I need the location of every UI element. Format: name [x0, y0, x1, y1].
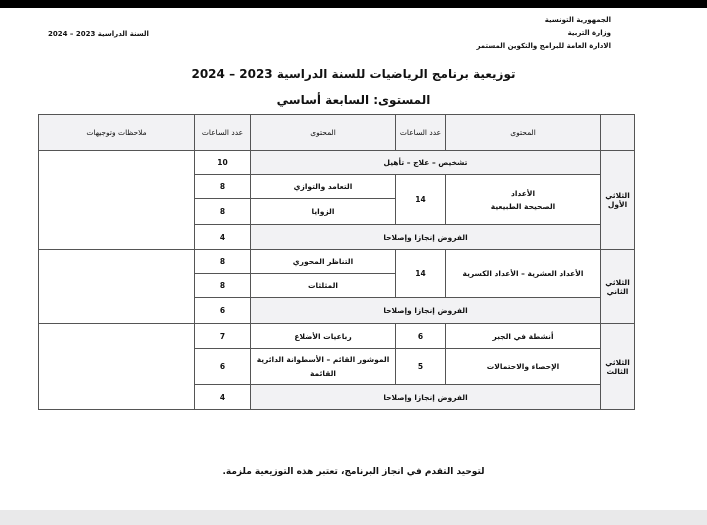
content-a-line: الصحيحة الطبيعية — [490, 201, 556, 211]
hours-cell: 4 — [195, 385, 251, 410]
diagnostic-cell: تشخيص – علاج – تأهيل — [251, 151, 601, 175]
footer-note: لتوحيد التقدم في انجاز البرنامج، تعتبر هذه التوزيعية ملزمة. — [222, 467, 485, 477]
content-a-cell: الإحصاء والاحتمالات — [446, 349, 601, 385]
trimester-3-label: الثلاثي الثالث — [601, 324, 635, 410]
hours-a-cell: 14 — [396, 175, 446, 225]
exams-cell: الفروض إنجازا وإصلاحا — [251, 385, 601, 410]
hours-a-header: عدد الساعات — [396, 115, 446, 151]
bottom-strip — [0, 510, 707, 525]
top-black-bar — [0, 0, 707, 8]
content-b-cell: المثلثات — [251, 274, 396, 298]
hours-b-cell: 8 — [195, 274, 251, 298]
ministry-label: وزارة التربية — [567, 29, 611, 37]
content-a-line: الأعداد — [510, 188, 536, 198]
table-row — [39, 151, 635, 175]
hours-b-header: عدد الساعات — [195, 115, 251, 151]
trimester-header — [601, 115, 635, 151]
hours-b-cell: 7 — [195, 324, 251, 349]
hours-a-cell: 6 — [396, 324, 446, 349]
hours-a-cell: 14 — [396, 250, 446, 298]
content-b-cell: التعامد والتوازي — [251, 175, 396, 199]
program-table — [38, 114, 635, 410]
trimester-1-label: الثلاثي الأول — [601, 151, 635, 250]
content-b-cell: التناظر المحوري — [251, 250, 396, 274]
content-a-cell — [446, 175, 601, 225]
school-year-label: السنة الدراسية 2023 – 2024 — [48, 30, 149, 38]
hours-b-cell: 8 — [195, 175, 251, 199]
hours-b-cell: 8 — [195, 199, 251, 225]
content-b-cell: رباعيات الأضلاع — [251, 324, 396, 349]
notes-cell — [39, 250, 195, 324]
table-row — [39, 250, 635, 274]
exams-cell: الفروض إنجازا وإصلاحا — [251, 298, 601, 324]
notes-cell — [39, 324, 195, 410]
exams-cell: الفروض إنجازا وإصلاحا — [251, 225, 601, 250]
republic-label: الجمهورية التونسية — [544, 16, 611, 24]
hours-b-cell: 8 — [195, 250, 251, 274]
table-header-row — [39, 115, 635, 151]
table-row — [39, 324, 635, 349]
hours-cell: 6 — [195, 298, 251, 324]
hours-cell: 10 — [195, 151, 251, 175]
content-a-header: المحتوى — [446, 115, 601, 151]
hours-cell: 4 — [195, 225, 251, 250]
level-title: المستوى: السابعة أساسي — [276, 93, 431, 107]
directorate-label: الادارة العامة للبرامج والتكوين المستمر — [476, 42, 611, 50]
notes-header: ملاحظات وتوجيهات — [39, 115, 195, 151]
content-b-cell: الزوايا — [251, 199, 396, 225]
institution-header — [431, 14, 611, 53]
document-title: توزيعية برنامج الرياضيات للسنة الدراسية 2023 – 2024 — [191, 67, 516, 81]
content-b-header: المحتوى — [251, 115, 396, 151]
trimester-2-label: الثلاثي الثاني — [601, 250, 635, 324]
hours-a-cell: 5 — [396, 349, 446, 385]
content-a-cell: أنشطة في الجبر — [446, 324, 601, 349]
content-b-cell: الموشور القائم – الأسطوانة الدائرية القائمة — [251, 349, 396, 385]
content-a-cell: الأعداد العشرية – الأعداد الكسرية — [446, 250, 601, 298]
notes-cell — [39, 151, 195, 250]
hours-b-cell: 6 — [195, 349, 251, 385]
